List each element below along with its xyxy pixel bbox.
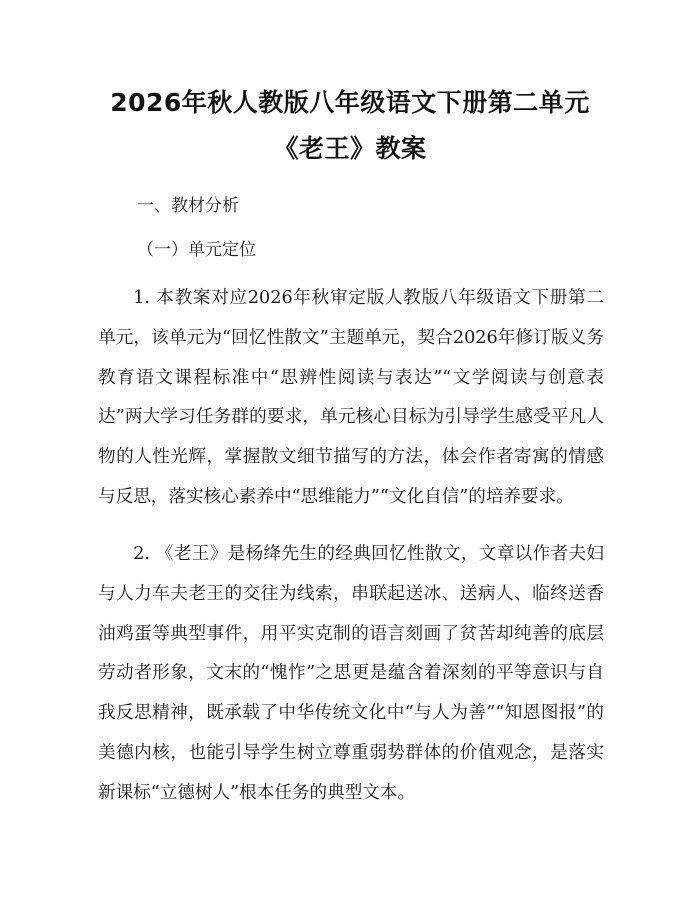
paragraph-text-introduction: 2. 《老王》是杨绛先生的经典回忆性散文，文章以作者夫妇与人力车夫老王的交往为线索，串联起送冰、送病人、临终送香油鸡蛋等典型事件，用平实克制的语言刻画了贫苦却纯善的底层劳动者形象，文末的“愧怍”之思更是蕴含着深刻的平等意识与自我反思精神，既承载了中华传统文化中“与人为善”“知恩图报”的美德内核，也能引导学生树立尊重弱势群体的价值观念，是落实新课标“立德树人”根本任务的典型文本。 (98, 544, 604, 803)
subsection-heading: （一）单元定位 (137, 240, 256, 260)
document-title-line-2: 《老王》教案 (273, 134, 427, 163)
document-title-line-1: 2026年秋人教版八年级语文下册第二单元 (110, 88, 590, 117)
paragraph-unit-positioning: 1. 本教案对应2026年秋审定版人教版八年级语文下册第二单元，该单元为“回忆性散文”主题单元，契合2026年修订版义务教育语文课程标准中“思辨性阅读与表达”“文学阅读与创意表达”两大学习任务群的要求，单元核心目标为引导学生感受平凡人物的人性光辉，掌握散文细节描写的方法，体会作者寄寓的情感与反思，落实核心素养中“思维能力”“文化自信”的培养要求。 (98, 288, 604, 507)
section-heading: 一、教材分析 (137, 196, 239, 216)
